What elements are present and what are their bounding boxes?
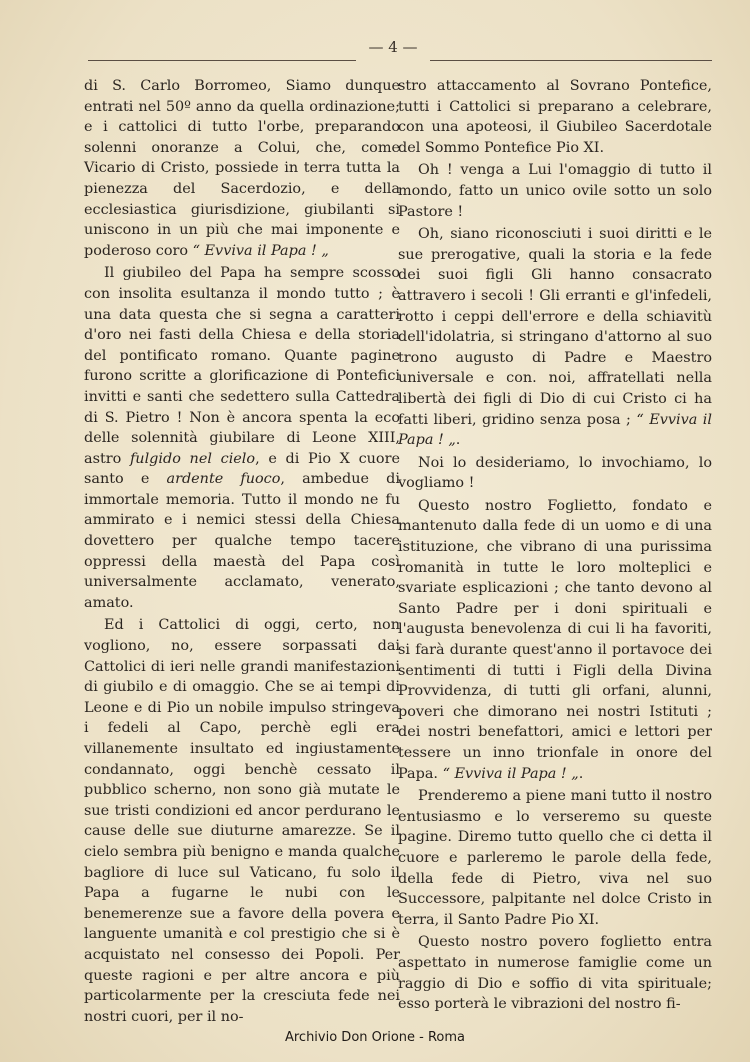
archive-caption: Archivio Don Orione - Roma	[284, 1030, 466, 1045]
header-rule-left	[88, 60, 356, 61]
paragraph: Noi lo desideriamo, lo invochiamo, lo vogliamo !	[398, 454, 712, 492]
header-rule-right	[430, 60, 712, 61]
left-column	[84, 76, 400, 1027]
right-column	[398, 76, 712, 1015]
page-number: — 4 —	[368, 38, 418, 56]
paragraph: Ed i Cattolici di oggi, certo, non vogliono, no, essere sorpassati dai Cattolici di ieri nelle grandi manifestazioni di giubilo e di omaggio. Che se ai tempi di Leone e di Pio un nobile impulso stringeva i fedeli al Capo, perchè egli era villanemente insultato ed ingiustamente condannato, oggi benchè cessato il pubblico scherno, non sono già mutate le sue tristi condizioni ed ancor perdurano le cause delle sue diuturne amarezze. Se il cielo sembra più benigno e manda qualche bagliore di luce sul Vaticano, fu solo il Papa a fugarne le nubi con le benemerenze sue a favore della povera e languente umanità e col prestigio che si è acquistato nel consesso dei Popoli. Per queste ragioni e per altre ancora e più particolarmente per la cresciuta fede nei nostri cuori, per il no-	[84, 617, 400, 1025]
paragraph: Questo nostro povero foglietto entra aspettato in numerose famiglie come un raggio di Dio e soffio di vita spirituale; esso porterà le vibrazioni del nostro fi-	[398, 934, 712, 1013]
paragraph: di S. Carlo Borromeo, Siamo dunque entrati nel 50º anno da quella ordinazione; e i cattolici di tutto l'orbe, preparando solenni onoranze a Colui, che, come Vicario di Cristo, possiede in terra tutta la pienezza del Sacerdozio, e della ecclesiastica giurisdizione, giubilanti si uniscono in un più che mai imponente e poderoso coro “ Evviva il Papa ! „	[84, 78, 400, 259]
paragraph: Oh, siano riconosciuti i suoi diritti e le sue prerogative, quali la storia e la fede dei suoi figli Gli hanno consacrato attravero i secoli ! Gli erranti e gl'infedeli, rotto i ceppi dell'errore e della schiavitù dell'idolatria, si stringano d'attorno al suo trono augusto di Padre e Maestro universale e con. noi, affratellati nella libertà dei figli di Dio di cui Cristo ci ha fatti liberi, gridino senza posa ; “ Evviva il Papa ! „.	[398, 226, 712, 449]
paragraph: stro attaccamento al Sovrano Pontefice, tutti i Cattolici si preparano a celebrare, con una apoteosi, il Giubileo Sacerdotale del Sommo Pontefice Pio XI.	[398, 78, 712, 156]
paragraph: Oh ! venga a Lui l'omaggio di tutto il mondo, fatto un unico ovile sotto un solo Pastore !	[398, 162, 712, 220]
paragraph: Il giubileo del Papa ha sempre scosso con insolita esultanza il mondo tutto ; è una data questa che si segna a caratteri d'oro nei fasti della Chiesa e della storia del pontificato romano. Quante pagine furono scritte a glorificazione di Pontefici invitti e santi che sedettero sulla Cattedra di S. Pietro ! Non è ancora spenta la eco delle solennità giubilare di Leone XIII, astro fulgido nel cielo, e di Pio X cuore santo e ardente fuoco, ambedue di immortale memoria. Tutto il mondo ne fu ammirato e i nemici stessi della Chiesa dovettero per qualche tempo tacere oppressi della maestà del Papa così universalmente acclamato, venerato, amato.	[84, 265, 400, 611]
paragraph: Questo nostro Foglietto, fondato e mantenuto dalla fede di un uomo e di una istituzione, che vibrano di una purissima romanità in tutte le loro molteplici e svariate esplicazioni ; che tanto devono al Santo Padre per i doni spirituali e l'augusta benevolenza di cui li ha favoriti, si farà durante quest'anno il portavoce dei sentimenti di tutti i Figli della Divina Provvidenza, di tutti gli orfani, alunni, poveri che dimorano nei nostri Istituti ; dei nostri benefattori, amici e lettori per tessere un inno trionfale in onore del Papa. “ Evviva il Papa ! „.	[398, 497, 712, 782]
paragraph: Prenderemo a piene mani tutto il nostro entusiasmo e lo verseremo su queste pagine. Diremo tutto quello che ci detta il cuore e parleremo le parole della fede, della fede di Pietro, viva nel suo Successore, palpitante nel dolce Cristo in terra, il Santo Padre Pio XI.	[398, 788, 712, 928]
